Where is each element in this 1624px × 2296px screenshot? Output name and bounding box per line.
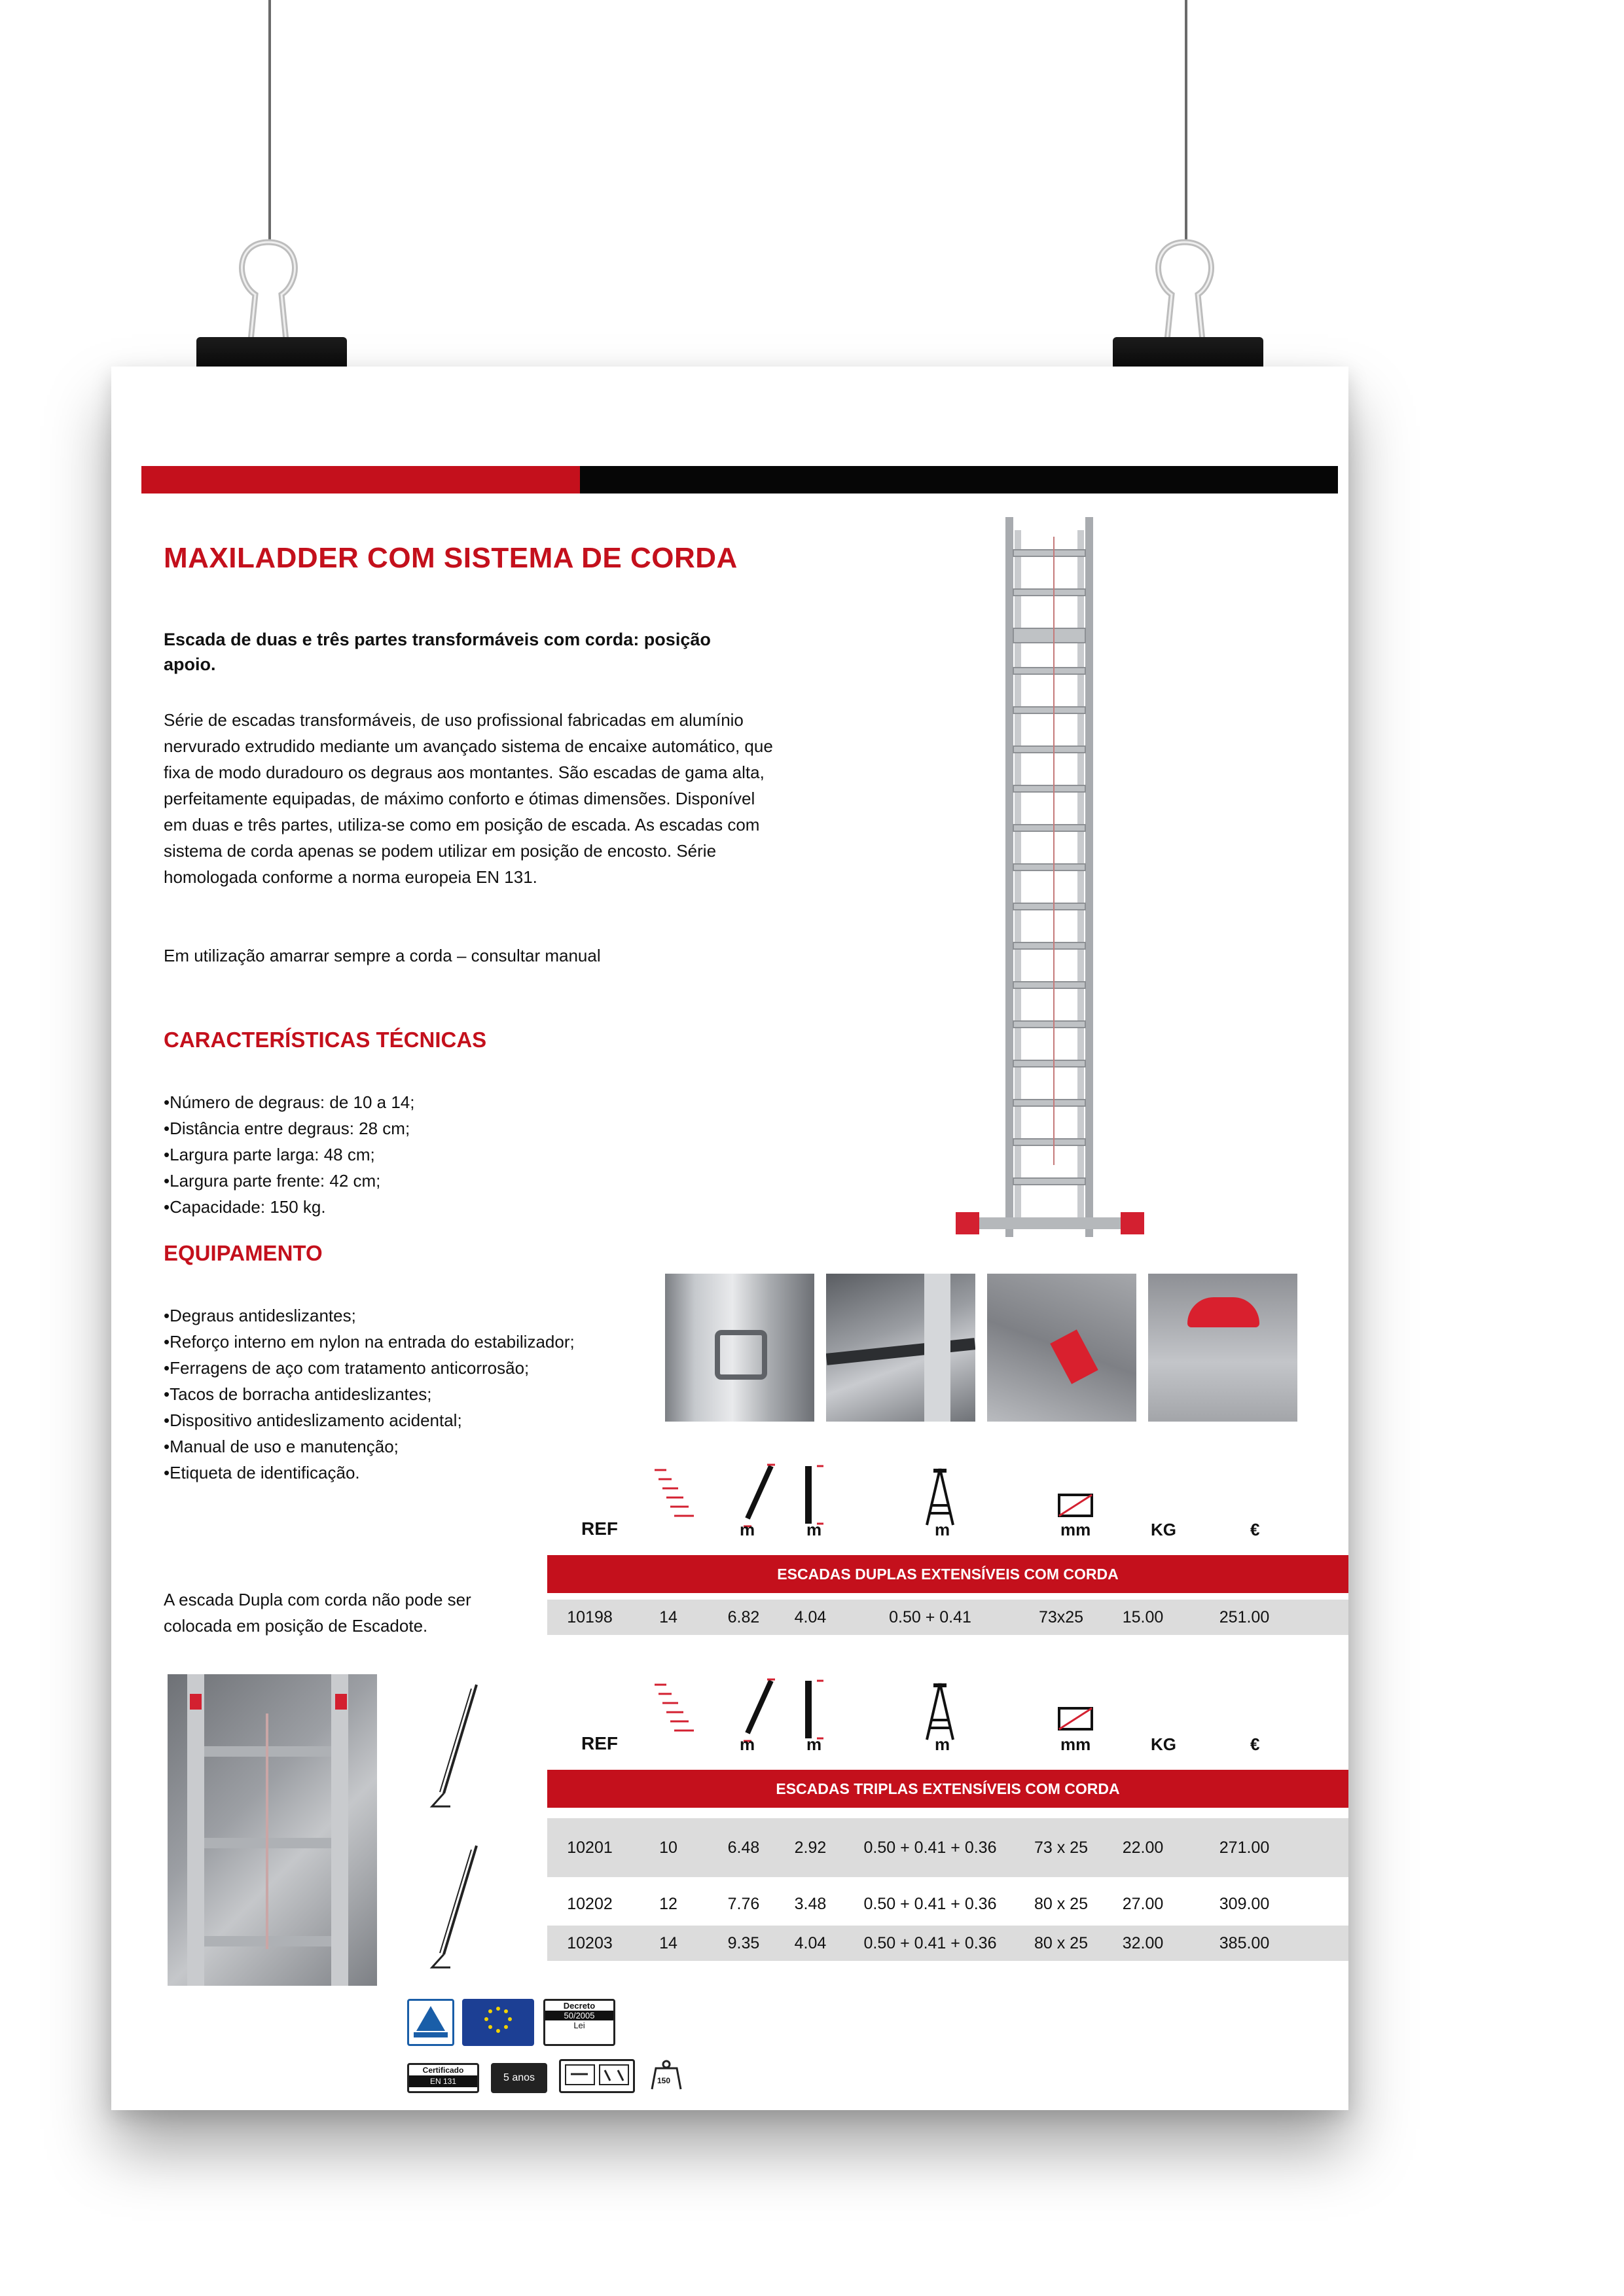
cell-profile: 80 x 25 [1034, 1934, 1088, 1952]
col-kg: KG [1151, 1734, 1176, 1754]
cell-profile: 73 x 25 [1034, 1839, 1088, 1857]
max-height-icon [738, 1678, 778, 1744]
col-unit-height: m [740, 1734, 755, 1754]
ladder-lean-position-icon [424, 1843, 483, 1974]
cell-parts: 0.50 + 0.41 + 0.36 [863, 1895, 997, 1913]
product-subtitle: Escada de duas e três partes transformáveis com corda: posição apoio. [164, 630, 711, 674]
closed-length-icon [797, 1463, 830, 1529]
product-description: Série de escadas transformáveis, de uso profissional fabricadas em alumínio nervurado extrudido mediante um avançado sistema de encaixe automático, que fixa de modo duradouro os degraus aos montantes. São escadas de gama alta, perfeitamente equipadas, de máximo conforto e ótimas dimensões. Disponível em duas e três partes, utiliza-se como em posição de escada. As escadas com sistema de corda apenas se podem utilizar em posição de encosto. Série homologada conforme a norma europeia EN 131. [164, 710, 773, 887]
col-ref: REF [581, 1733, 618, 1753]
cell-kg: 27.00 [1122, 1895, 1164, 1913]
cell-steps: 14 [659, 1934, 677, 1952]
cell-parts: 0.50 + 0.41 + 0.36 [863, 1934, 997, 1952]
equipment-list [164, 1302, 609, 1486]
cell-ref: 10203 [567, 1934, 613, 1952]
cell-steps: 10 [659, 1839, 677, 1857]
col-unit-closed: m [806, 1520, 822, 1539]
detail-photo-rung [665, 1274, 814, 1422]
usage-pictogram-icon [559, 2059, 635, 2093]
list-item: • Reforço interno em nylon na entrada do estabilizador; [164, 1329, 609, 1355]
col-price: € [1250, 1734, 1260, 1754]
table-row [547, 1600, 1348, 1635]
eu-flag-icon [462, 1999, 534, 2046]
cell-steps: 14 [659, 1608, 677, 1626]
cell-height: 6.48 [727, 1839, 760, 1857]
cell-kg: 15.00 [1122, 1608, 1164, 1626]
cell-kg: 32.00 [1122, 1934, 1164, 1952]
decreto-bottom: Lei [573, 2020, 585, 2030]
cell-ref: 10198 [567, 1608, 613, 1626]
cell-price: 271.00 [1219, 1839, 1270, 1857]
cell-closed: 3.48 [794, 1895, 827, 1913]
triple-table-title: ESCADAS TRIPLAS EXTENSÍVEIS COM CORDA [547, 1770, 1348, 1808]
cell-ref: 10202 [567, 1895, 613, 1913]
header-bar-black [580, 466, 1338, 493]
list-item: • Distância entre degraus: 28 cm; [164, 1115, 609, 1141]
col-unit-height: m [740, 1520, 755, 1539]
decreto-top: Decreto [563, 2001, 596, 2011]
list-item: • Degraus antideslizantes; [164, 1302, 609, 1329]
cell-parts: 0.50 + 0.41 + 0.36 [863, 1839, 997, 1857]
cell-steps: 12 [659, 1895, 677, 1913]
cell-height: 9.35 [727, 1934, 760, 1952]
profile-section-icon [1056, 1704, 1096, 1733]
cell-ref: 10201 [567, 1839, 613, 1857]
detail-photo-rail [826, 1274, 975, 1422]
max-height-icon [738, 1463, 778, 1529]
list-item: • Largura parte larga: 48 cm; [164, 1141, 609, 1168]
col-unit-parts: m [935, 1520, 950, 1539]
warranty-badge [491, 2063, 547, 2093]
cell-price: 385.00 [1219, 1934, 1270, 1952]
header-bar-red [141, 466, 580, 493]
detail-photo-cap [1148, 1274, 1297, 1422]
list-item: • Capacidade: 150 kg. [164, 1194, 609, 1220]
list-item: • Etiqueta de identificação. [164, 1460, 609, 1486]
list-item: • Dispositivo antideslizamento acidental; [164, 1407, 609, 1433]
list-item: • Tacos de borracha antideslizantes; [164, 1381, 609, 1407]
steps-icon [652, 1681, 698, 1740]
en131-label: EN 131 [409, 2075, 477, 2087]
cell-closed: 4.04 [794, 1934, 827, 1952]
cell-height: 7.76 [727, 1895, 760, 1913]
col-kg: KG [1151, 1520, 1176, 1539]
detail-photo-foot [987, 1274, 1136, 1422]
hanging-wire-right [1185, 0, 1187, 243]
col-price: € [1250, 1520, 1260, 1539]
list-item: • Número de degraus: de 10 a 14; [164, 1089, 609, 1115]
list-item: • Manual de uso e manutenção; [164, 1433, 609, 1460]
ladder-product-image [949, 511, 1152, 1257]
table-row [547, 1886, 1348, 1922]
cell-parts: 0.50 + 0.41 [889, 1608, 971, 1626]
cell-profile: 73x25 [1038, 1608, 1084, 1626]
closed-length-icon [797, 1678, 830, 1744]
capacity-label: 150 [657, 2076, 671, 2085]
cell-price: 251.00 [1219, 1608, 1270, 1626]
cell-price: 309.00 [1219, 1895, 1270, 1913]
warranty-label: 5 anos [503, 2072, 535, 2083]
rope-detail-photo [168, 1674, 377, 1986]
decreto-badge [543, 1999, 615, 2046]
steps-icon [652, 1466, 698, 1525]
ladder-lean-position-icon [424, 1682, 483, 1813]
cell-profile: 80 x 25 [1034, 1895, 1088, 1913]
cell-kg: 22.00 [1122, 1839, 1164, 1857]
certificado-label: Certificado [422, 2066, 464, 2075]
table-row [547, 1926, 1348, 1961]
col-unit-closed: m [806, 1734, 822, 1754]
weight-capacity-icon [647, 2059, 686, 2090]
col-unit-profile: mm [1060, 1520, 1091, 1539]
double-table-title: ESCADAS DUPLAS EXTENSÍVEIS COM CORDA [547, 1555, 1348, 1593]
specs-heading: CARACTERÍSTICAS TÉCNICAS [164, 1028, 487, 1052]
usage-note: Em utilização amarrar sempre a corda – consultar manual [164, 946, 601, 965]
decreto-number: 50/2005 [545, 2011, 613, 2020]
list-item: • Ferragens de aço com tratamento anticorrosão; [164, 1355, 609, 1381]
product-title: MAXILADDER COM SISTEMA DE CORDA [164, 542, 738, 574]
cell-height: 6.82 [727, 1608, 760, 1626]
product-sheet [111, 367, 1348, 2110]
tuv-certification-icon [407, 1999, 454, 2046]
specs-list [164, 1089, 609, 1220]
list-item: • Largura parte frente: 42 cm; [164, 1168, 609, 1194]
col-ref: REF [581, 1518, 618, 1539]
cell-closed: 2.92 [794, 1839, 827, 1857]
en131-certified-badge [407, 2063, 479, 2093]
col-unit-profile: mm [1060, 1734, 1091, 1754]
double-note: A escada Dupla com corda não pode ser colocada em posição de Escadote. [164, 1590, 471, 1636]
cell-closed: 4.04 [794, 1608, 827, 1626]
profile-section-icon [1056, 1491, 1096, 1520]
equipment-heading: EQUIPAMENTO [164, 1241, 323, 1265]
col-unit-parts: m [935, 1734, 950, 1754]
hanging-wire-left [268, 0, 271, 243]
table-row [547, 1818, 1348, 1877]
